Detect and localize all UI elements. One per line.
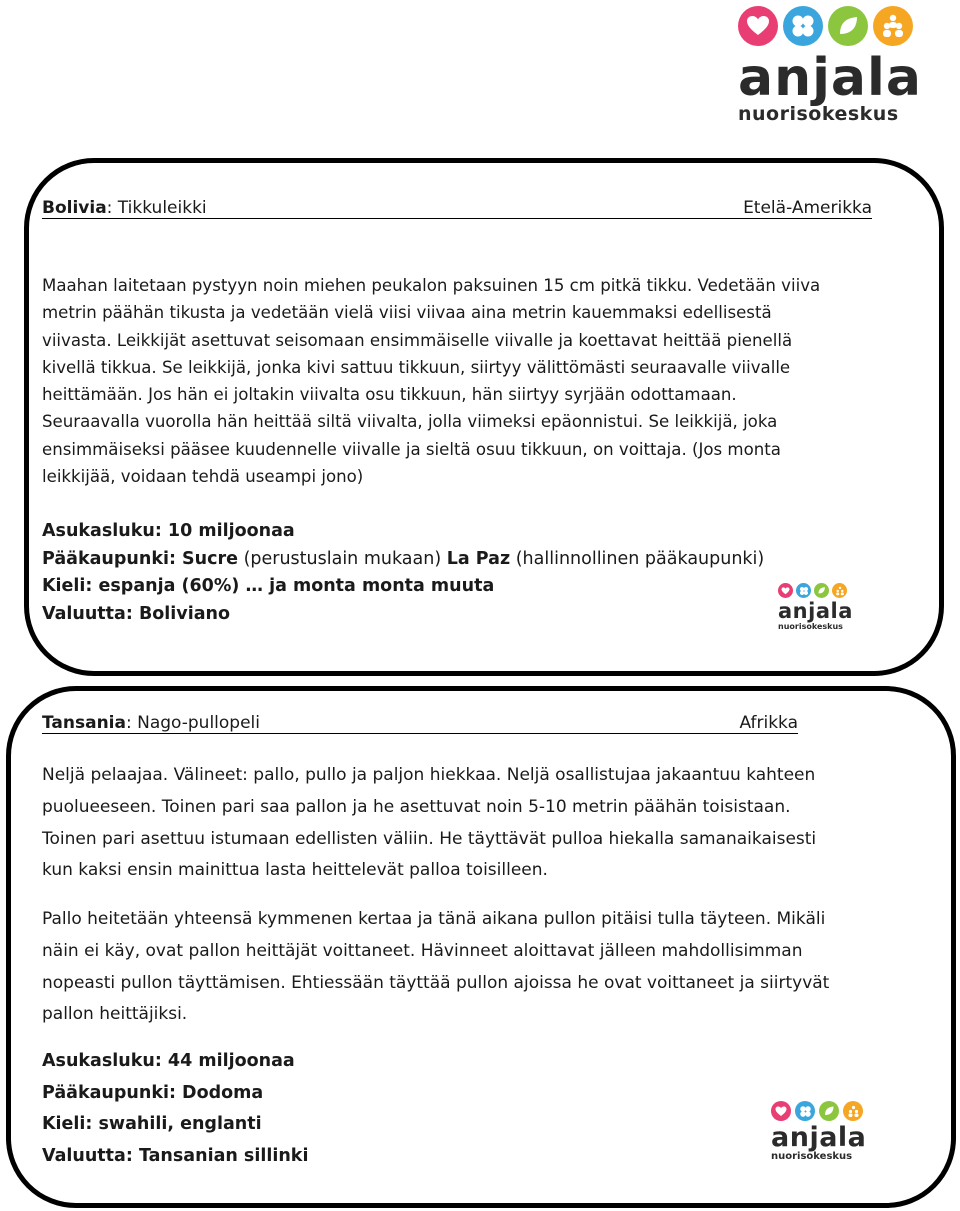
- country-name: Tansania: [42, 713, 126, 733]
- logo-wordmark: anjala: [771, 1122, 867, 1153]
- card-title: [42, 713, 260, 733]
- leaf-icon: [828, 6, 868, 46]
- people-icon: [843, 1101, 863, 1121]
- game-description: [42, 272, 820, 490]
- clover-icon: [795, 1101, 815, 1121]
- game-description-2: [42, 904, 829, 1031]
- text-line: ensimmäiseksi pääsee kuudennelle viivalle ja sieltä osuu tikkuun, on voittaja. (Jos monta: [42, 439, 781, 459]
- text-line: puolueeseen. Toinen pari saa pallon ja he asettuvat noin 5-10 metrin päähän toisistaan.: [42, 796, 791, 817]
- card-title-row: [42, 198, 872, 219]
- game-name: : Nago-pullopeli: [125, 713, 261, 733]
- language-fact: Kieli: espanja (60%) … ja monta monta muuta: [42, 576, 495, 596]
- clover-icon: [796, 583, 811, 598]
- logo-icons: [738, 6, 928, 46]
- region-label: Etelä-Amerikka: [743, 198, 872, 218]
- text-line: nopeasti pullon täyttämisen. Ehtiessään täyttää pullon ajoissa he ovat voittaneet ja siirtyvät: [42, 972, 830, 993]
- country-name: Bolivia: [42, 198, 107, 218]
- people-icon: [873, 6, 913, 46]
- country-facts: [42, 1046, 308, 1172]
- logo-subtitle: nuorisokeskus: [771, 1151, 853, 1162]
- leaf-icon: [819, 1101, 839, 1121]
- population-fact: Asukasluku: 44 miljoonaa: [42, 1051, 295, 1071]
- capital-fact: Pääkaupunki: Dodoma: [42, 1082, 264, 1103]
- text-line: Maahan laitetaan pystyyn noin miehen peukalon paksuinen 15 cm pitkä tikku. Vedetään viiva: [42, 276, 821, 295]
- capital-fact: Pääkaupunki: Sucre (perustuslain mukaan) La Paz (hallinnollinen pääkaupunki): [42, 548, 765, 569]
- language-fact: Kieli: swahili, englanti: [42, 1114, 262, 1134]
- text-line: näin ei käy, ovat pallon heittäjät voittaneet. Hävinneet aloittavat jälleen mahdollisimman: [42, 940, 803, 961]
- text-line: Toinen pari asettuu istumaan edellisten väliin. He täyttävät pulloa hiekalla samanaikaisesti: [42, 828, 817, 849]
- text-line: Neljä pelaajaa. Välineet: pallo, pullo ja paljon hiekkaa. Neljä osallistujaa jakaantuu kahteen: [42, 765, 816, 785]
- region-label: Afrikka: [739, 713, 798, 733]
- text-line: kun kaksi ensin mainittua lasta heittelevät palloa toisilleen.: [42, 860, 548, 881]
- anjala-logo-small: [778, 583, 853, 631]
- currency-fact: Valuutta: Tansanian sillinki: [42, 1145, 309, 1166]
- heart-icon: [771, 1101, 791, 1121]
- logo-subtitle: nuorisokeskus: [738, 103, 899, 125]
- text-line: leikkijää, voidaan tehdä useampi jono): [42, 467, 364, 487]
- currency-fact: Valuutta: Boliviano: [42, 603, 230, 624]
- text-line: heittämään. Jos hän ei joltakin viivalta osu tikkuun, hän siirtyy syrjään odottamaan.: [42, 385, 737, 405]
- people-icon: [832, 583, 847, 598]
- logo-wordmark: anjala: [738, 48, 922, 108]
- heart-icon: [778, 583, 793, 598]
- heart-icon: [738, 6, 778, 46]
- text-line: Seuraavalla vuorolla hän heittää siltä viivalta, jolla viimeksi epäonnistui. Se leikkijä, joka: [42, 412, 778, 432]
- card-title: Bolivia: Tikkuleikki: [42, 198, 207, 218]
- text-line: pallon heittäjiksi.: [42, 1004, 188, 1025]
- text-line: viivasta. Leikkijät asettuvat seisomaan ensimmäiselle viivalle ja koettavat heittää pienellä: [42, 330, 793, 350]
- anjala-logo-small: [771, 1101, 866, 1162]
- population-fact: Asukasluku: 10 miljoonaa: [42, 521, 295, 541]
- text-line: metrin päähän tikusta ja vedetään vielä viisi viivaa aina metrin kauemmaksi edellisestä: [42, 303, 772, 323]
- text-line: kivellä tikkua. Se leikkijä, jonka kivi sattuu tikkuun, siirtyy välittömästi seuraavalle viivalle: [42, 357, 791, 377]
- clover-icon: [783, 6, 823, 46]
- game-name: Tikkuleikki: [112, 198, 207, 218]
- anjala-logo: [738, 6, 928, 124]
- card-title-row: [42, 713, 798, 734]
- logo-subtitle: nuorisokeskus: [778, 622, 843, 631]
- game-description: [42, 760, 816, 887]
- country-facts: [42, 518, 764, 628]
- text-line: Pallo heitetään yhteensä kymmenen kertaa ja tänä aikana pullon pitäisi tulla täyteen. Mikäli: [42, 909, 826, 929]
- logo-wordmark: anjala: [778, 599, 853, 623]
- leaf-icon: [814, 583, 829, 598]
